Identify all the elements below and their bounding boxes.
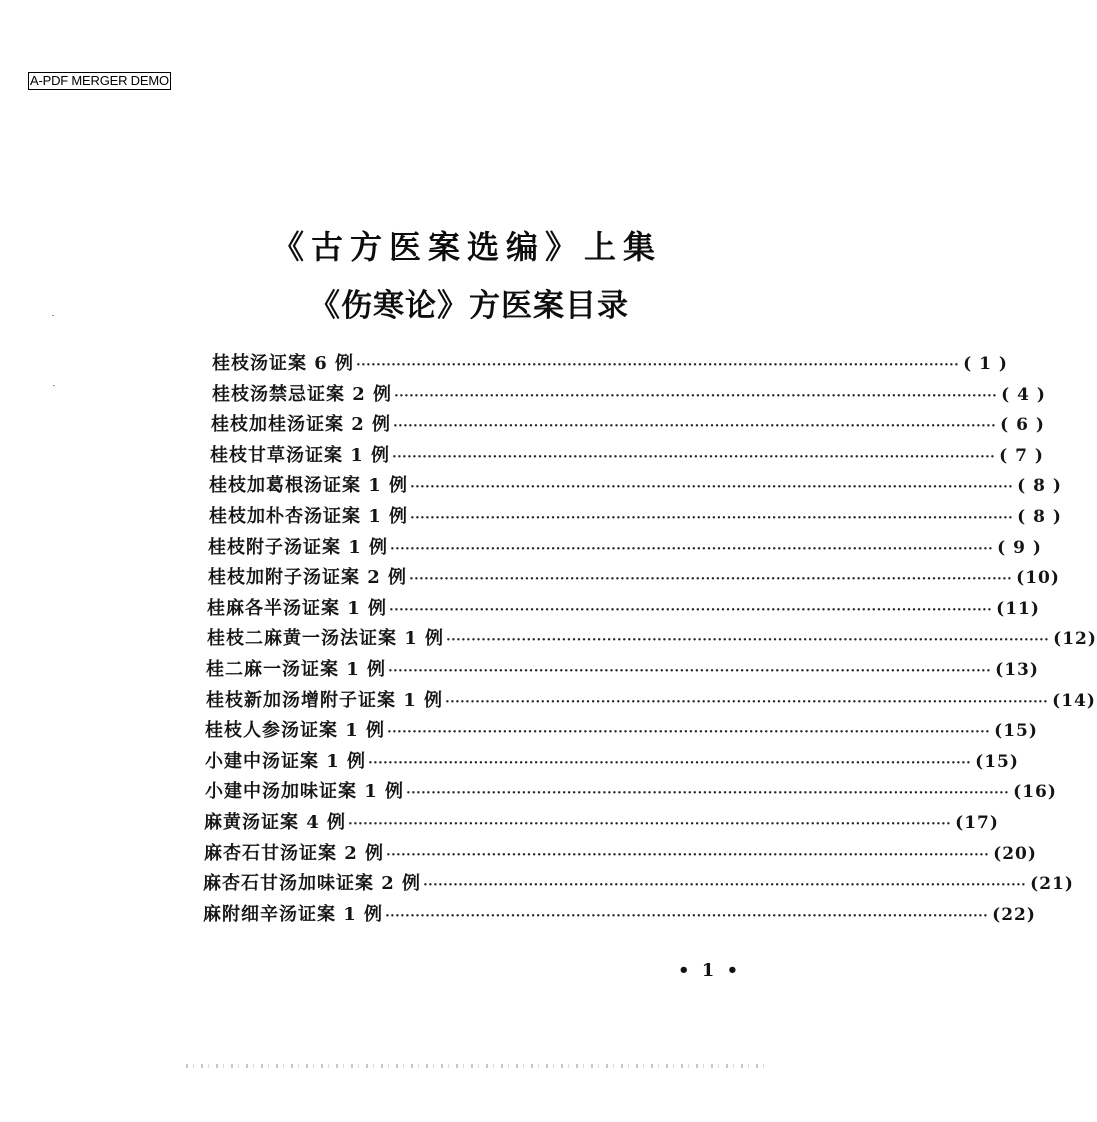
toc-entry (207, 624, 1097, 650)
toc-entry-title: 麻附细辛汤证案 1 例 (203, 904, 384, 925)
toc-dot-leader: ························································································································ (393, 419, 997, 434)
toc-entry-page: ( 8 ) (1017, 507, 1062, 527)
page-number: • 1 • (678, 960, 742, 981)
scan-artifact-line (186, 1064, 766, 1068)
toc-dot-leader: ························································································································ (410, 480, 1014, 495)
scan-speck (52, 315, 54, 316)
toc-entry (209, 502, 1062, 528)
toc-dot-leader: ························································································································ (423, 878, 1027, 893)
toc-entry-title: 桂枝甘草汤证案 1 例 (210, 445, 391, 466)
toc-entry-title: 桂枝加桂汤证案 2 例 (211, 414, 392, 435)
toc-entry (209, 471, 1062, 497)
toc-dot-leader: ························································································································ (389, 603, 993, 618)
toc-entry-title: 小建中汤证案 1 例 (205, 751, 367, 772)
toc-entry (205, 777, 1057, 803)
toc-entry-page: (21) (1030, 874, 1074, 894)
toc-dot-leader: ························································································································ (446, 633, 1050, 648)
toc-dot-leader: ························································································································ (386, 848, 990, 863)
toc-entry-page: (11) (996, 599, 1040, 619)
toc-entry (205, 747, 1019, 773)
toc-entry-title: 桂枝附子汤证案 1 例 (208, 537, 389, 558)
toc-dot-leader: ························································································································ (368, 756, 972, 771)
toc-entry-title: 桂枝新加汤增附子证案 1 例 (206, 690, 444, 711)
toc-entry-page: (17) (955, 813, 999, 833)
toc-entry-page: ( 1 ) (963, 354, 1008, 374)
toc-entry (206, 655, 1039, 681)
toc-entry-title: 麻黄汤证案 4 例 (204, 812, 347, 833)
toc-entry-page: ( 9 ) (997, 538, 1042, 558)
toc-entry-title: 小建中汤加味证案 1 例 (205, 781, 405, 802)
toc-entry-title: 桂枝人参汤证案 1 例 (205, 720, 386, 741)
toc-entry (212, 380, 1046, 406)
toc-entry-title: 桂枝二麻黄一汤法证案 1 例 (207, 628, 445, 649)
toc-dot-leader: ························································································································ (445, 695, 1049, 710)
toc-dot-leader: ························································································································ (387, 725, 991, 740)
toc-entry-page: (15) (975, 752, 1019, 772)
toc-entry-page: (13) (995, 660, 1039, 680)
toc-dot-leader: ························································································································ (348, 817, 952, 832)
toc-entry-title: 桂枝汤证案 6 例 (212, 353, 355, 374)
scan-speck (53, 385, 55, 386)
toc-entry-title: 麻杏石甘汤加味证案 2 例 (203, 873, 422, 894)
toc-dot-leader: ························································································································ (356, 358, 960, 373)
toc-dot-leader: ························································································································ (394, 389, 998, 404)
toc-dot-leader: ························································································································ (388, 664, 992, 679)
toc-dot-leader: ························································································································ (392, 450, 996, 465)
toc-entry-page: ( 4 ) (1001, 385, 1046, 405)
toc-dot-leader: ························································································································ (410, 511, 1014, 526)
toc-entry (206, 686, 1096, 712)
toc-entry-page: ( 6 ) (1000, 415, 1045, 435)
toc-entry (208, 563, 1060, 589)
toc-entry-page: (20) (993, 844, 1037, 864)
toc-entry (203, 869, 1074, 895)
toc-dot-leader: ························································································································ (406, 786, 1010, 801)
toc-entry (207, 594, 1040, 620)
toc-entry-page: (15) (994, 721, 1038, 741)
toc-entry (204, 839, 1037, 865)
toc-dot-leader: ························································································································ (409, 572, 1013, 587)
toc-entry-page: (12) (1053, 629, 1097, 649)
toc-dot-leader: ························································································································ (385, 909, 989, 924)
toc-entry-title: 桂二麻一汤证案 1 例 (206, 659, 387, 680)
toc-entry (204, 808, 999, 834)
toc-entry (205, 716, 1038, 742)
toc-entry-title: 桂枝汤禁忌证案 2 例 (212, 384, 393, 405)
toc-entry-page: (16) (1013, 782, 1057, 802)
watermark-label: A-PDF MERGER DEMO (30, 73, 169, 88)
toc-entry (208, 533, 1042, 559)
toc-entry-title: 桂枝加附子汤证案 2 例 (208, 567, 408, 588)
toc-entry (212, 349, 1008, 375)
toc-entry-page: (14) (1052, 691, 1096, 711)
toc-entry-page: (22) (992, 905, 1036, 925)
toc-entry (211, 410, 1045, 436)
toc-entry (210, 441, 1044, 467)
toc-entry-page: (10) (1016, 568, 1060, 588)
toc-entry-title: 桂枝加葛根汤证案 1 例 (209, 475, 409, 496)
toc-entry-page: ( 7 ) (999, 446, 1044, 466)
toc-dot-leader: ························································································································ (390, 542, 994, 557)
toc-entry (203, 900, 1036, 926)
toc-entry-title: 桂麻各半汤证案 1 例 (207, 598, 388, 619)
toc-entry-title: 麻杏石甘汤证案 2 例 (204, 843, 385, 864)
page-title: 《古方医案选编》上集 (271, 228, 662, 266)
toc-entry-title: 桂枝加朴杏汤证案 1 例 (209, 506, 409, 527)
page-subtitle: 《伤寒论》方医案目录 (309, 288, 629, 324)
toc-entry-page: ( 8 ) (1017, 476, 1062, 496)
